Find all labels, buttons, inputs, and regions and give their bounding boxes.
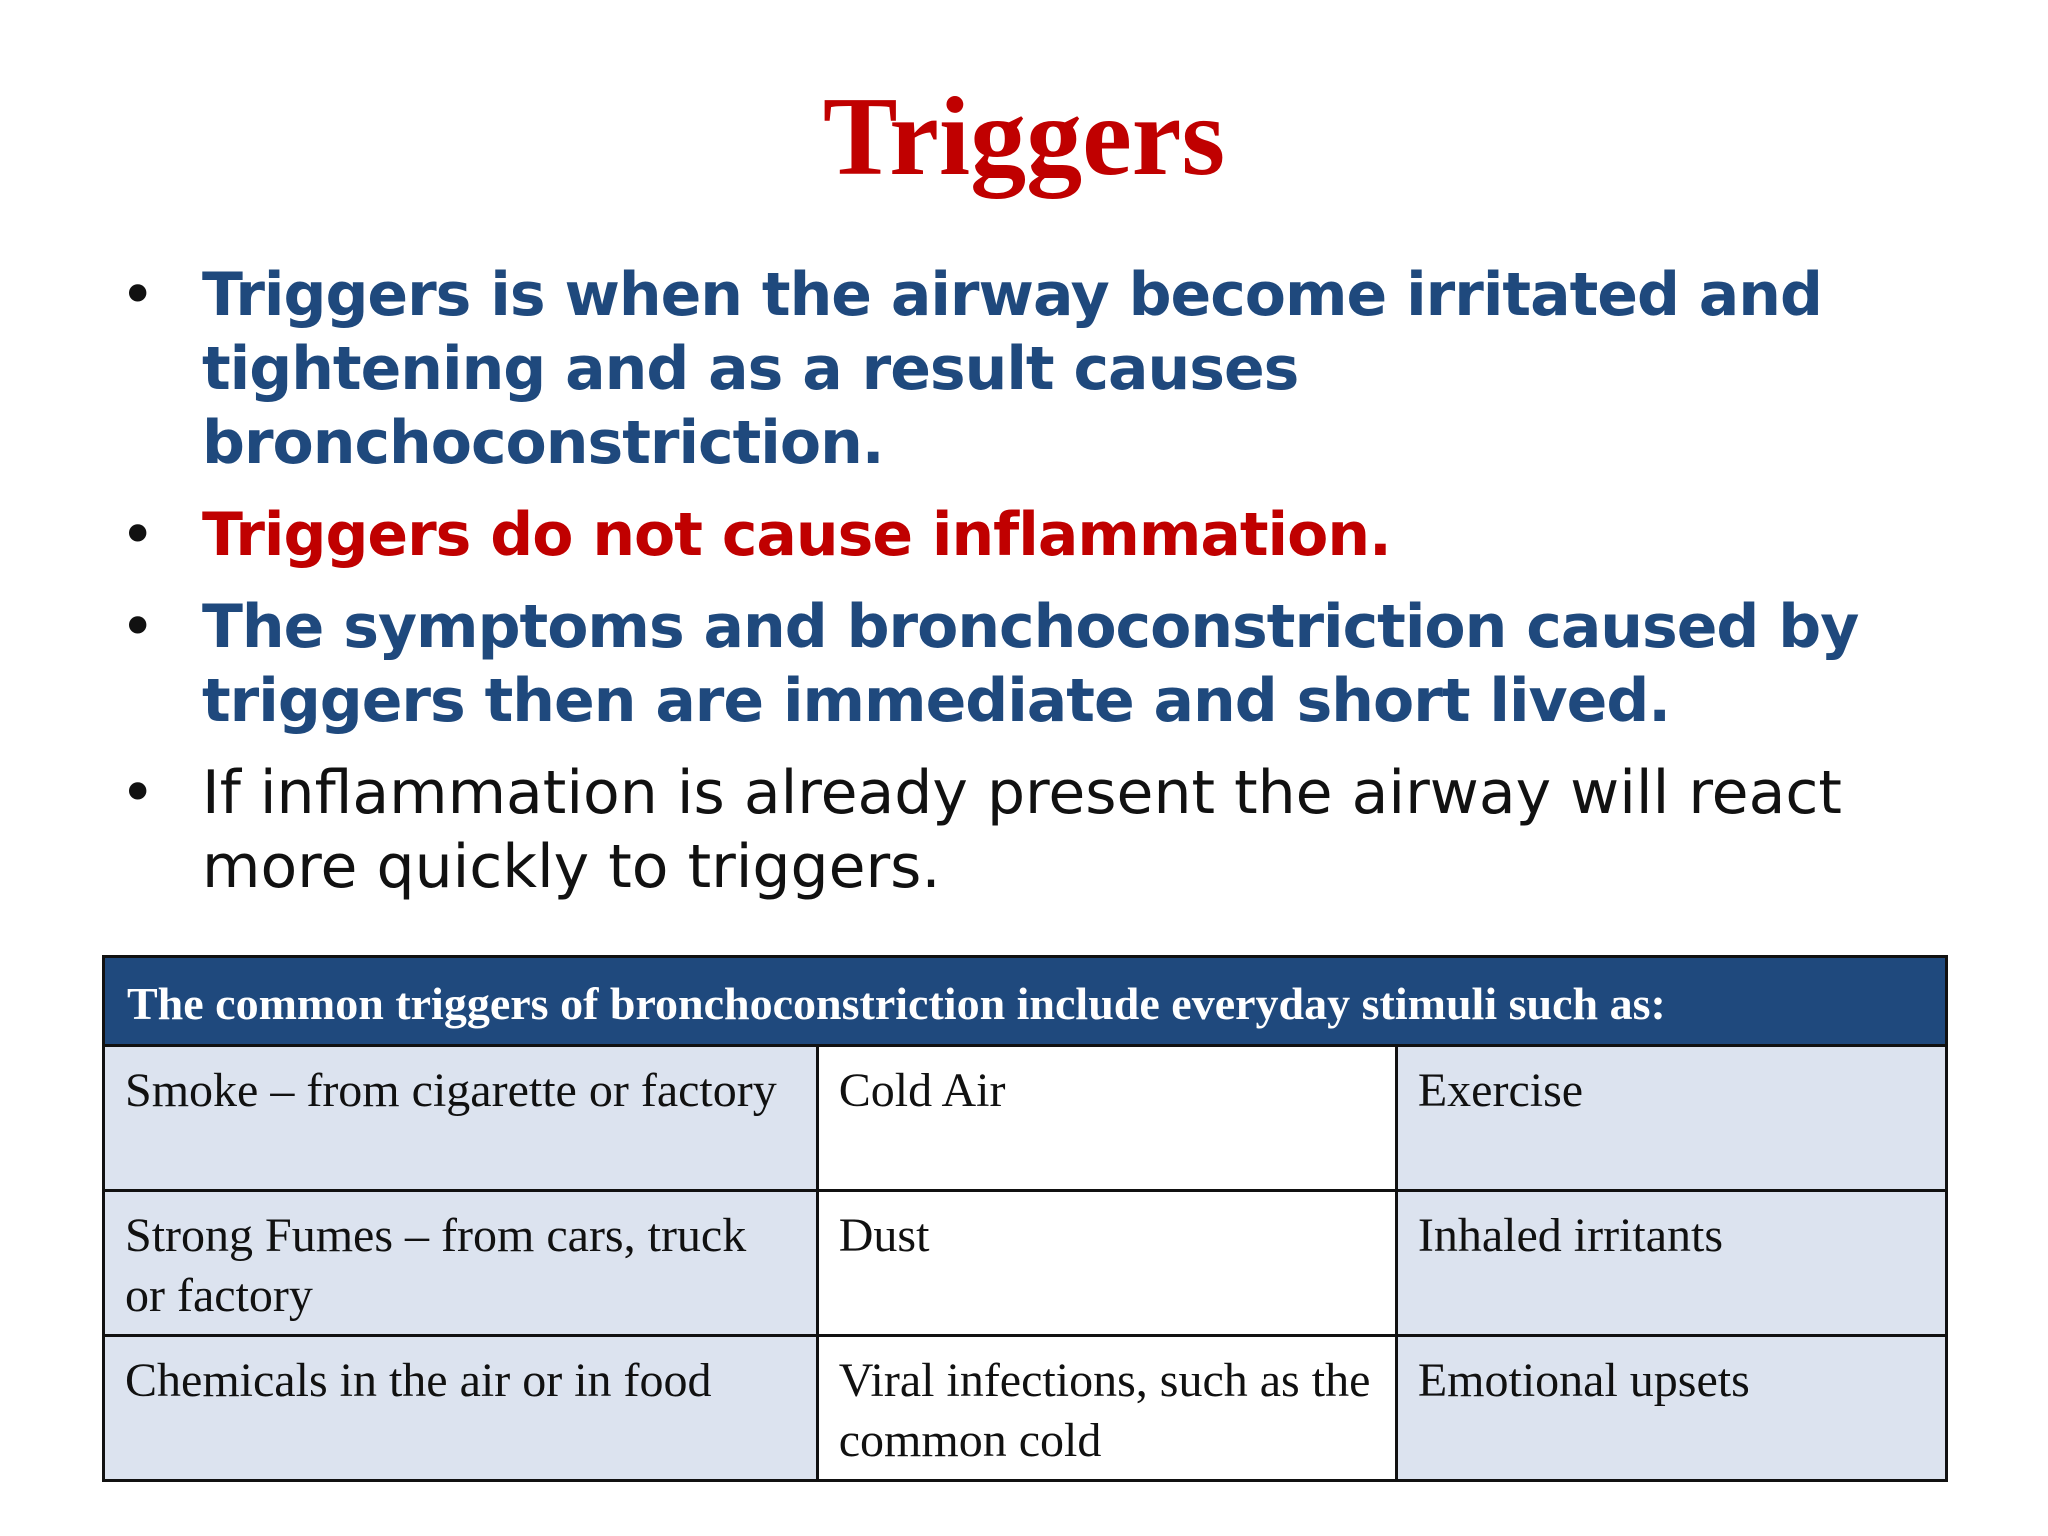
bullet-icon: •: [120, 592, 155, 662]
bullet-icon: •: [120, 260, 155, 330]
bullet-item: [120, 590, 1980, 738]
table-row: [104, 1046, 1947, 1191]
table-cell: Cold Air: [817, 1046, 1396, 1191]
slide-title: Triggers: [822, 75, 1226, 199]
table-cell: Exercise: [1396, 1046, 1946, 1191]
table-header: The common triggers of bronchoconstriction include everyday stimuli such as:: [104, 957, 1947, 1046]
bullet-text: If inflammation is already present the airway will react more quickly to triggers.: [202, 758, 1842, 902]
table-cell: Emotional upsets: [1396, 1336, 1946, 1481]
bullet-item: [120, 498, 1980, 572]
bullet-item: [120, 258, 1980, 480]
table-cell: Smoke – from cigarette or factory: [104, 1046, 818, 1191]
bullet-icon: •: [120, 500, 155, 570]
table-header-row: [104, 957, 1947, 1046]
bullet-text: Triggers is when the airway become irritated and tightening and as a result causes bronchoconstriction.: [202, 260, 1822, 478]
bullet-text: Triggers do not cause inflammation.: [202, 500, 1391, 570]
table-cell: Dust: [817, 1191, 1396, 1336]
table-cell: Viral infections, such as the common cold: [817, 1336, 1396, 1481]
triggers-table: [102, 955, 1948, 1482]
bullet-list: [120, 258, 1980, 922]
table-cell: Strong Fumes – from cars, truck or factory: [104, 1191, 818, 1336]
bullet-icon: •: [120, 758, 156, 828]
table-row: [104, 1336, 1947, 1481]
bullet-text: The symptoms and bronchoconstriction caused by triggers then are immediate and short lived.: [202, 592, 1859, 736]
table-cell: Inhaled irritants: [1396, 1191, 1946, 1336]
table-cell: Chemicals in the air or in food: [104, 1336, 818, 1481]
table-row: [104, 1191, 1947, 1336]
bullet-item: [120, 756, 1980, 904]
